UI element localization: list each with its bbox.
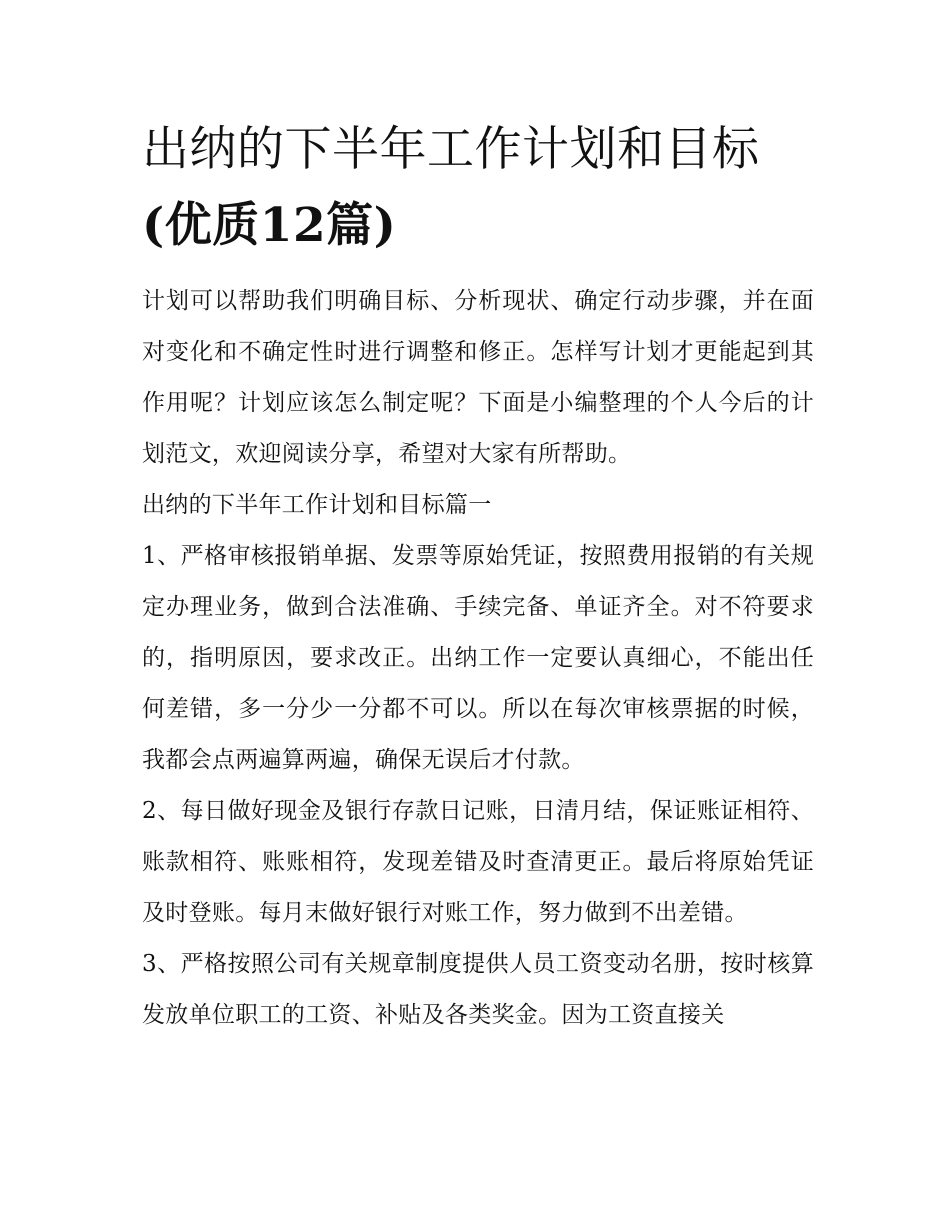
document-body bbox=[142, 276, 814, 1041]
title-line-2: (优质12篇) bbox=[142, 198, 397, 253]
title-line-1: 出纳的下半年工作计划和目标 bbox=[142, 122, 760, 177]
intro-paragraph: 计划可以帮助我们明确目标、分析现状、确定行动步骤，并在面对变化和不确定性时进行调整和修正。怎样写计划才更能起到其作用呢？计划应该怎么制定呢？下面是小编整理的个人今后的计划范文，欢迎阅读分享，希望对大家有所帮助。 bbox=[142, 288, 814, 467]
document-title bbox=[142, 112, 822, 264]
item-paragraph-1: 1、严格审核报销单据、发票等原始凭证，按照费用报销的有关规定办理业务，做到合法准确、手续完备、单证齐全。对不符要求的，指明原因，要求改正。出纳工作一定要认真细心，不能出任何差错，多一分少一分都不可以。所以在每次审核票据的时候，我都会点两遍算两遍，确保无误后才付款。 bbox=[142, 543, 814, 773]
item-paragraph-2: 2、每日做好现金及银行存款日记账，日清月结，保证账证相符、账款相符、账账相符，发现差错及时查清更正。最后将原始凭证及时登账。每月末做好银行对账工作，努力做到不出差错。 bbox=[142, 798, 814, 926]
item-paragraph-3: 3、严格按照公司有关规章制度提供人员工资变动名册，按时核算发放单位职工的工资、补贴及各类奖金。因为工资直接关 bbox=[142, 951, 814, 1028]
section-heading: 出纳的下半年工作计划和目标篇一 bbox=[142, 492, 492, 518]
